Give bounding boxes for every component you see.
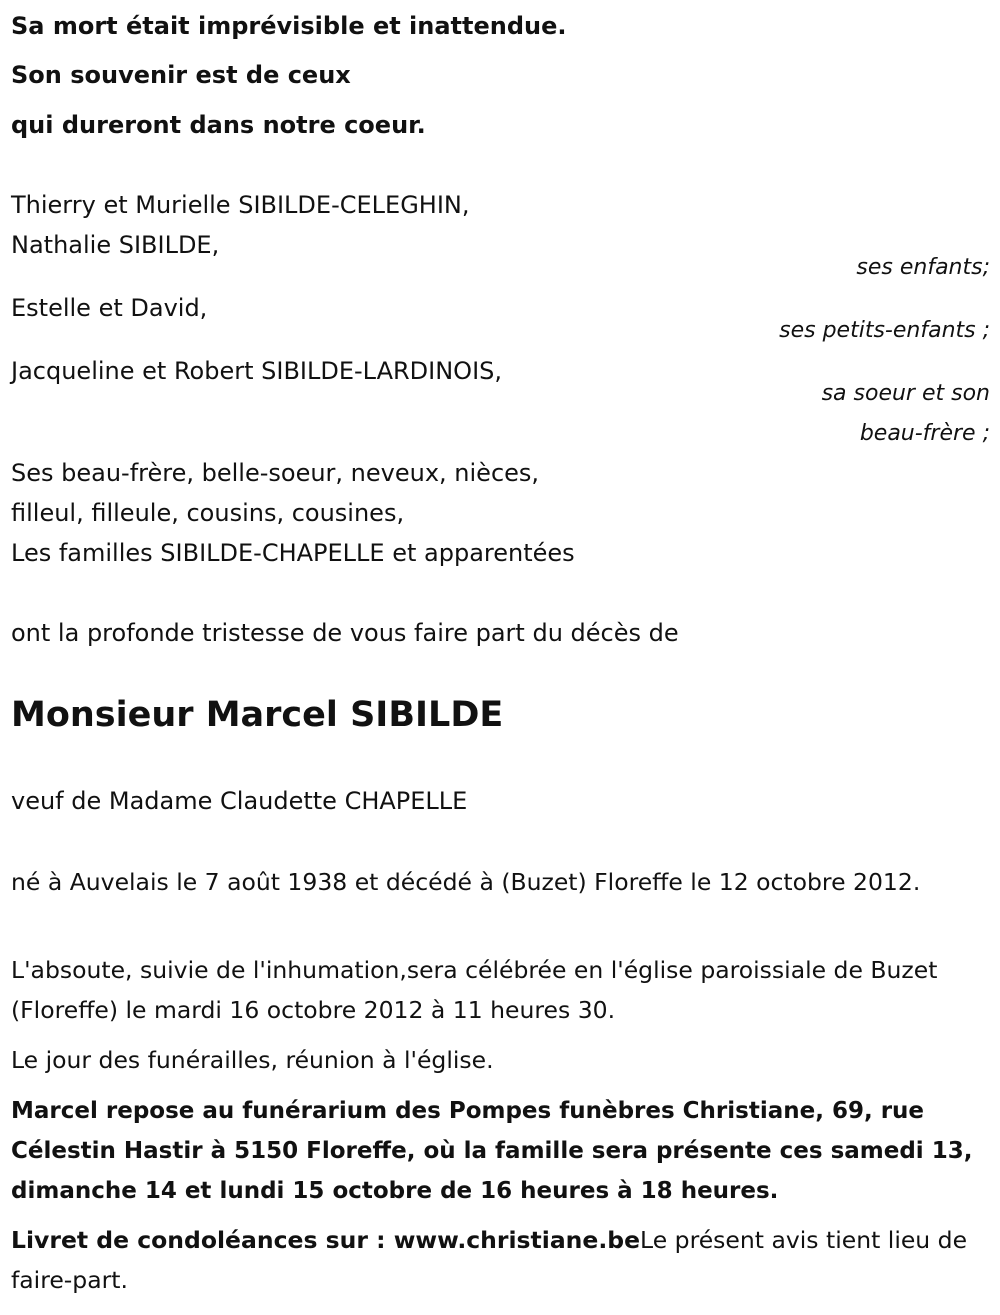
sister-label-line-2: beau-frère ; [859,421,990,446]
funerarium-text: Marcel repose au funérarium des Pompes funèbres Christiane, 69, rue Célestin Hastir à 5150 Floreffe, où la famille sera présente ces samedi 13, dimanche 14 et lundi 15 octobre de 16 heures à 18 heures. [11,1098,973,1204]
children-line-1: Thierry et Murielle SIBILDE-CELEGHIN, [11,191,470,219]
deceased-name: Monsieur Marcel SIBILDE [11,695,504,735]
grandchildren-line: Estelle et David, [11,294,208,322]
children-line-2: Nathalie SIBILDE, [11,231,220,259]
ceremony-text: L'absoute, suivie de l'inhumation,sera célébrée en l'église paroissiale de Buzet (Floreffe) le mardi 16 octobre 2012 à 11 heures 30. [11,956,938,1024]
children-label: ses enfants; [856,255,990,280]
widower-text: veuf de Madame Claudette CHAPELLE [11,787,468,815]
grandchildren-label: ses petits-enfants ; [779,318,990,343]
others-line-2: filleul, filleule, cousins, cousines, [11,499,405,527]
others-line-1: Ses beau-frère, belle-soeur, neveux, nièces, [11,459,540,487]
sister-label-line-1: sa soeur et son [821,381,990,406]
birth-death-text: né à Auvelais le 7 août 1938 et décédé à (Buzet) Floreffe le 12 octobre 2012. [11,868,921,896]
reunion-text: Le jour des funérailles, réunion à l'église. [11,1046,494,1074]
intro-line-1: Sa mort était imprévisible et inattendue. [11,12,567,40]
announcement-text: ont la profonde tristesse de vous faire part du décès de [11,619,679,647]
condolences-paragraph [11,1220,991,1300]
closing-note: Le présent avis tient lieu de faire-part. [11,1226,968,1294]
condolences-label: Livret de condoléances sur : www.christiane.be [11,1226,641,1254]
sister-line: Jacqueline et Robert SIBILDE-LARDINOIS, [11,357,503,385]
intro-line-3: qui dureront dans notre coeur. [11,111,426,139]
intro-line-2: Son souvenir est de ceux [11,61,351,89]
others-line-3: Les familles SIBILDE-CHAPELLE et apparentées [11,539,575,567]
